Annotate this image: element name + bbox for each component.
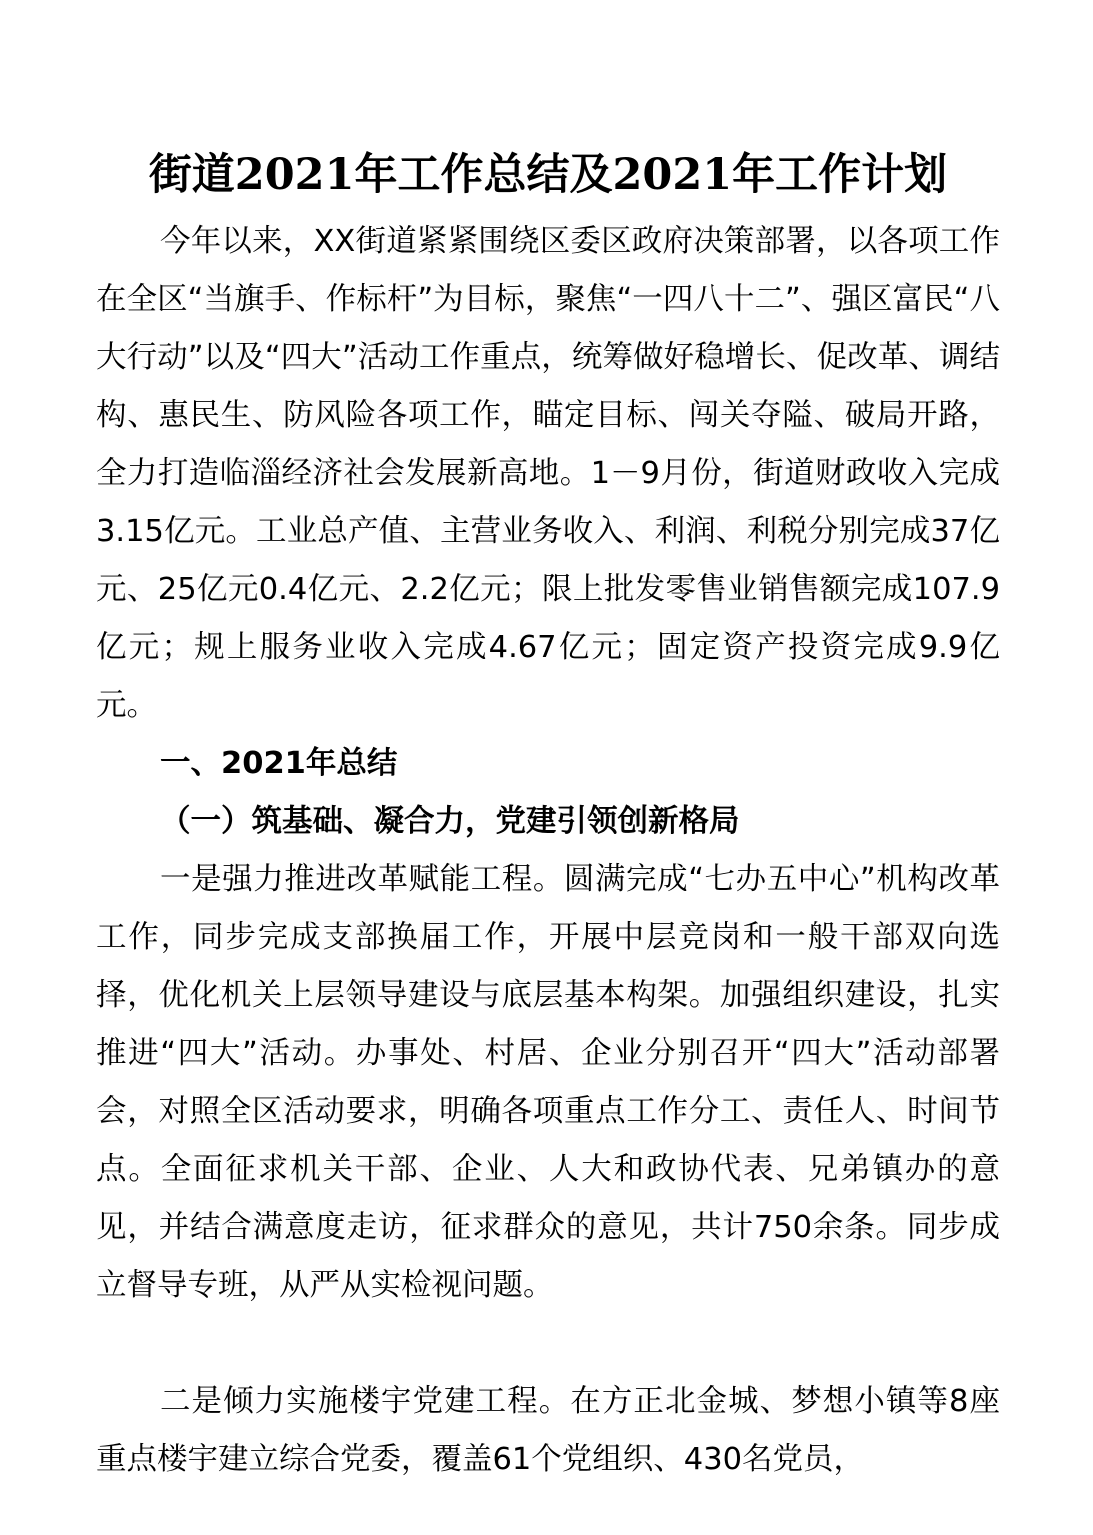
body-paragraph: 一是强力推进改革赋能工程。圆满完成“七办五中心”机构改革工作，同步完成支部换届工作，开展中层竞岗和一般干部双向选择，优化机关上层领导建设与底层基本构架。加强组织建设，扎实推进“四大”活动。办事处、村居、企业分别召开“四大”活动部署会，对照全区活动要求，明确各项重点工作分工、责任人、时间节点。全面征求机关干部、企业、人大和政协代表、兄弟镇办的意见，并结合满意度走访，征求群众的意见，共计750余条。同步成立督导专班，从严从实检视问题。 [96, 862, 1000, 1303]
document-title: 街道2021年工作总结及2021年工作计划 [148, 150, 948, 200]
intro-paragraph: 今年以来，XX街道紧紧围绕区委区政府决策部署，以各项工作在全区“当旗手、作标杆”为目标，聚焦“一四八十二”、强区富民“八大行动”以及“四大”活动工作重点，统筹做好稳增长、促改革、调结构、惠民生、防风险各项工作，瞄定目标、闯关夺隘、破局开路，全力打造临淄经济社会发展新高地。1－9月份，街道财政收入完成3.15亿元。工业总产值、主营业务收入、利润、利税分别完成37亿元、25亿元0.4亿元、2.2亿元；限上批发零售业销售额完成107.9亿元；规上服务业收入完成4.67亿元；固定资产投资完成9.9亿元。 [96, 224, 1000, 723]
section-heading: 一、2021年总结 [160, 746, 398, 781]
subsection-heading: （一）筑基础、凝合力，党建引领创新格局 [160, 804, 740, 839]
body-paragraph: 二是倾力实施楼宇党建工程。在方正北金城、梦想小镇等8座重点楼宇建立综合党委，覆盖61个党组织、430名党员， [96, 1384, 1000, 1477]
